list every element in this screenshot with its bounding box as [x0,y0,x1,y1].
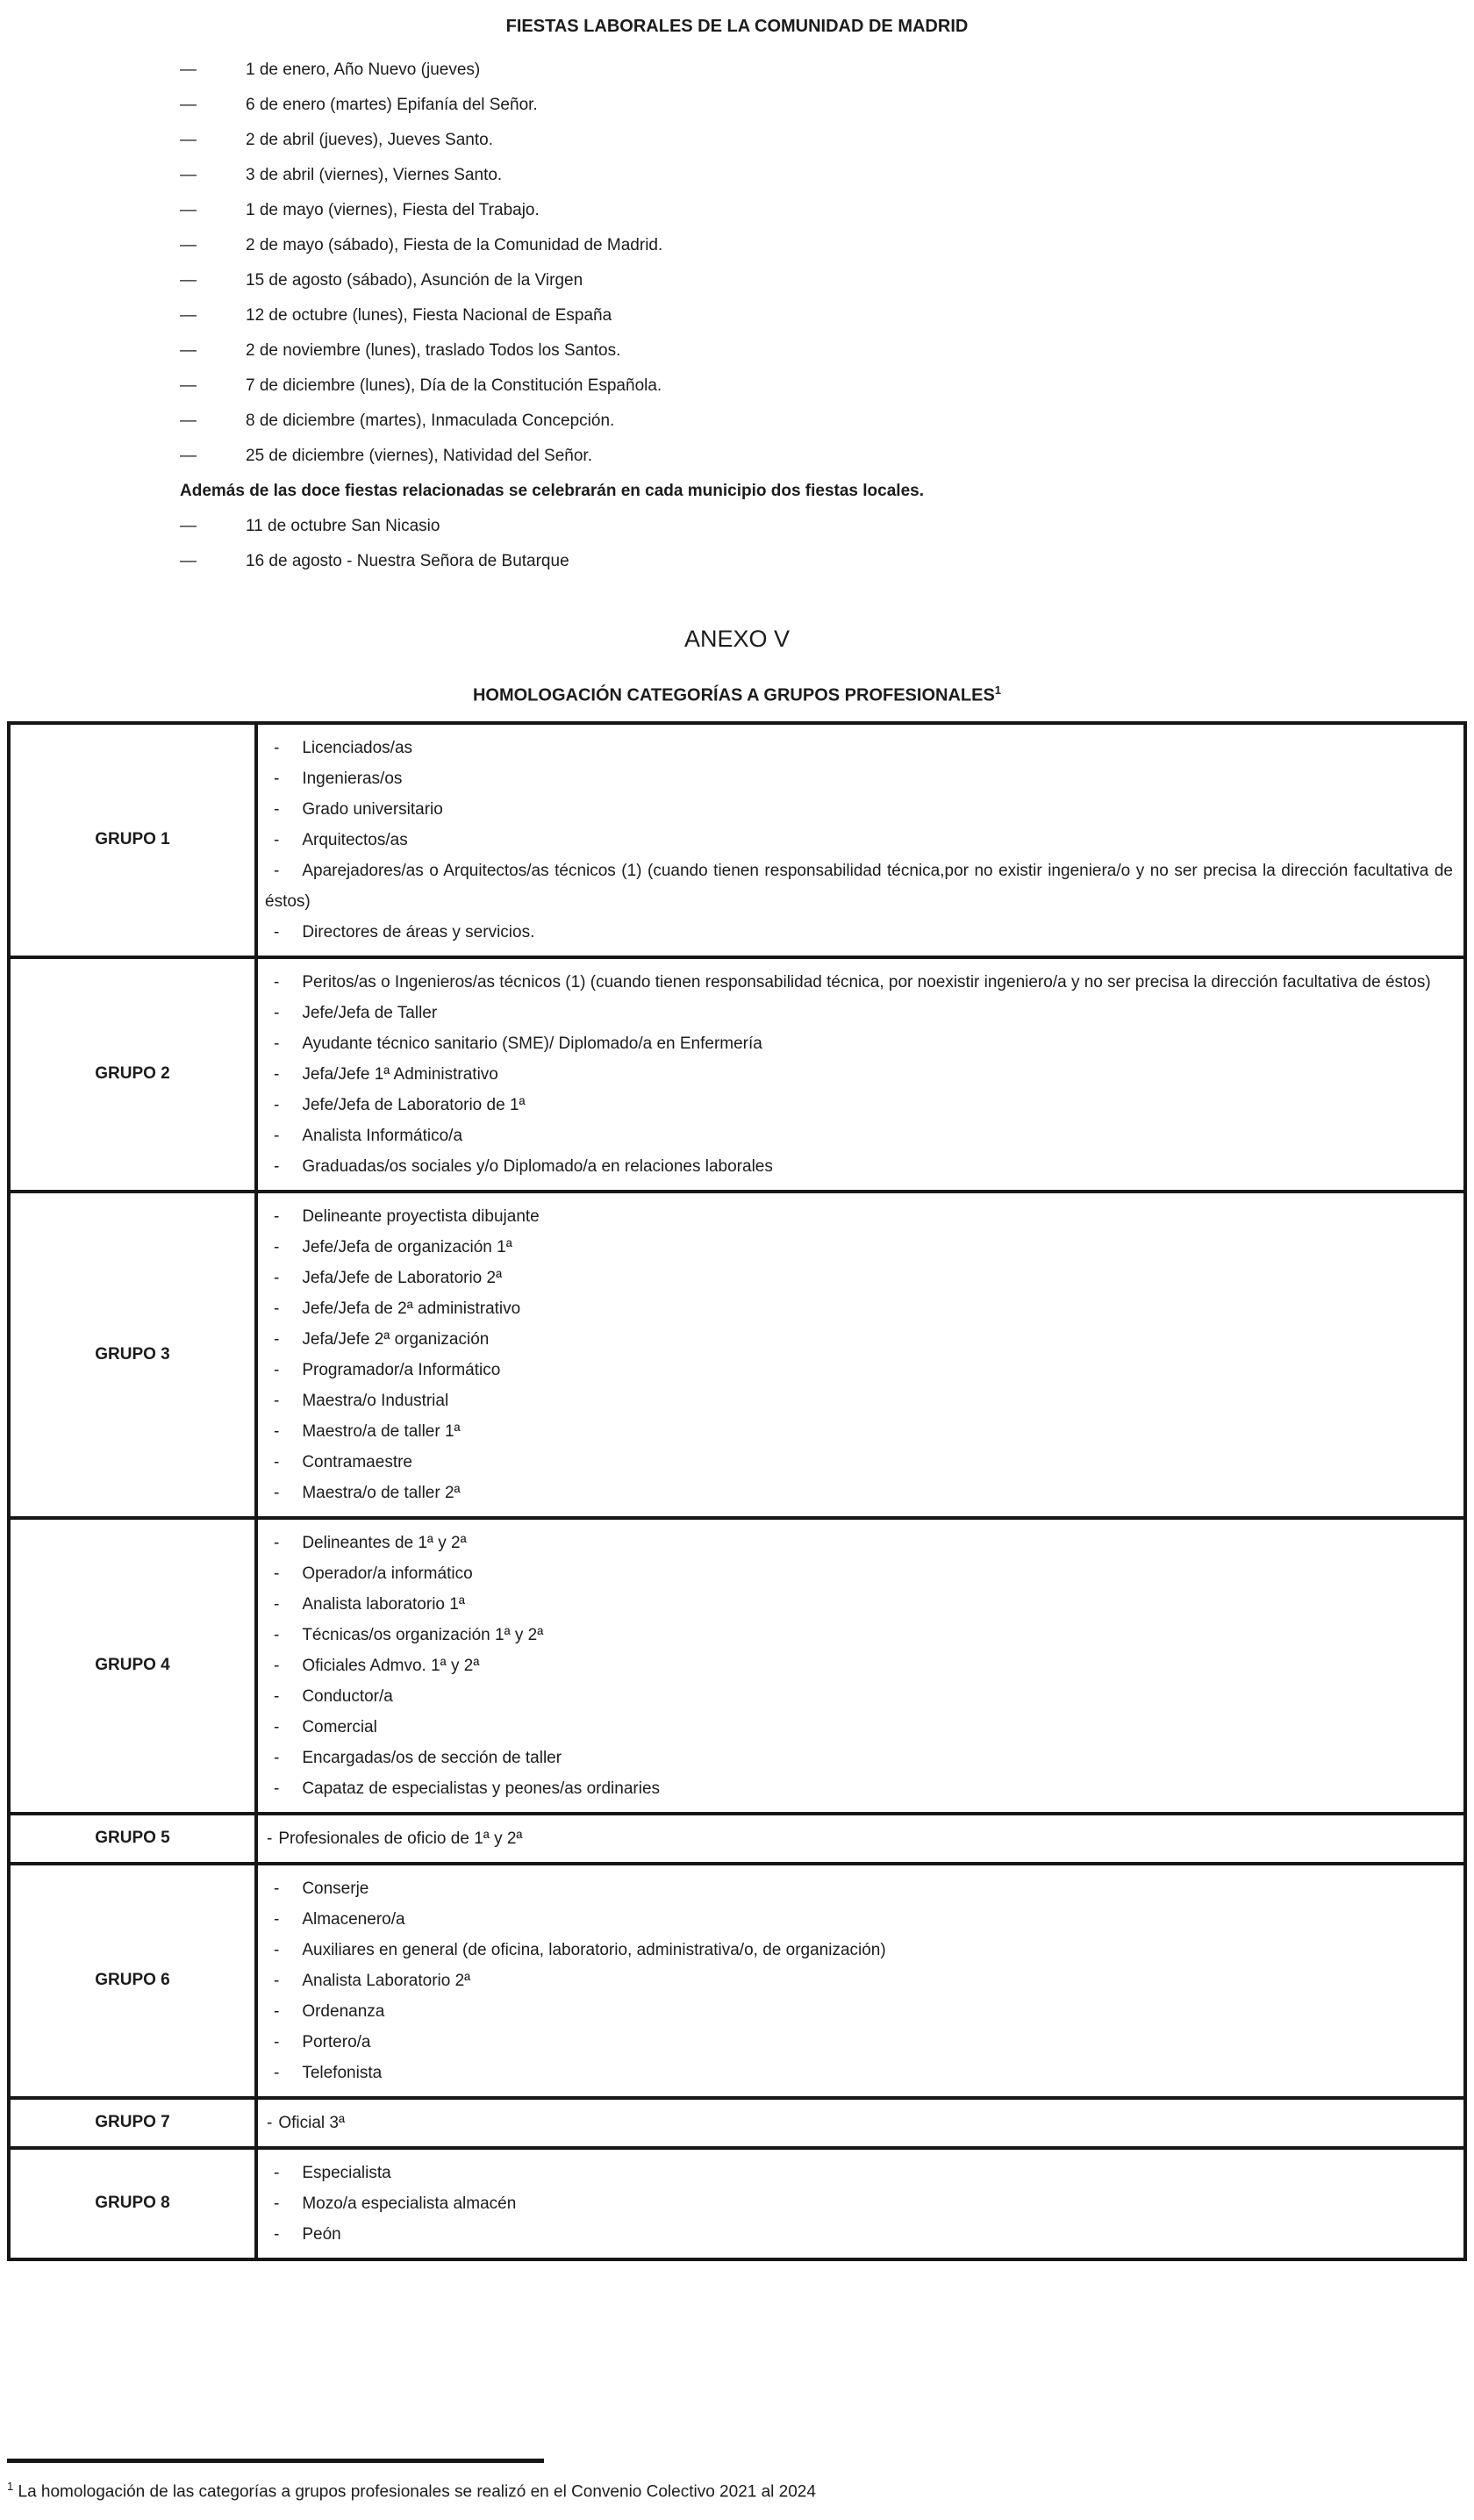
category-text: Jefe/Jefa de 2ª administrativo [302,1299,521,1318]
dash-marker: - [274,799,280,819]
dash-marker: - [274,1686,280,1706]
holiday-text: 15 de agosto (sábado), Asunción de la Virgen [246,271,583,290]
table-row [9,1814,1465,1864]
category-item [265,917,1453,948]
category-text: Maestra/o Industrial [302,1391,449,1410]
table-row [9,957,1465,1192]
category-text: Encargadas/os de sección de taller [302,1748,562,1767]
holiday-text: 1 de enero, Año Nuevo (jueves) [246,61,481,79]
holiday-item [7,509,1467,544]
holiday-item [7,228,1467,263]
dash-marker: - [274,2063,280,2082]
category-text: Analista Informático/a [302,1126,463,1145]
dash-marker: — [180,131,197,149]
dash-marker: - [274,1625,280,1644]
category-item [265,1151,1453,1182]
category-item [265,1589,1453,1620]
dash-marker: - [274,1268,280,1287]
category-item [265,1478,1453,1508]
dash-marker: - [274,2001,280,2021]
category-text: Peritos/as o Ingenieros/as técnicos (1) (cuando tienen responsabilidad técnica, por noexistir ingeniero/a y no ser precisa la dirección facultativa de éstos) [302,972,1431,992]
group-label: GRUPO 4 [95,1656,170,1675]
categories-cell [256,2098,1465,2148]
category-text: Auxiliares en general (de oficina, laboratorio, administrativa/o, de organización) [302,1940,886,1959]
category-text: Analista Laboratorio 2ª [302,1971,471,1990]
dash-marker: - [274,1594,280,1614]
category-text: Analista laboratorio 1ª [302,1594,465,1614]
holiday-item [7,158,1467,193]
dash-marker: - [267,1829,273,1848]
table-row [9,1518,1465,1814]
dash-marker: - [274,1299,280,1318]
groups-table-body [9,723,1465,2259]
categories-cell [256,1814,1465,1864]
category-item [265,763,1453,794]
holiday-text: 2 de noviembre (lunes), traslado Todos los Santos. [246,341,621,360]
footnote [7,2459,1411,2503]
category-item [265,1120,1453,1151]
category-item [265,1773,1453,1804]
category-text: Mozo/a especialista almacén [302,2194,517,2213]
group-label: GRUPO 3 [95,1344,170,1364]
group-label: GRUPO 5 [95,1829,170,1848]
holiday-text: 8 de diciembre (martes), Inmaculada Concepción. [246,412,615,430]
group-label-cell [9,1864,256,2098]
group-label-cell [9,2098,256,2148]
holiday-item [7,53,1467,88]
dash-marker: - [274,972,280,992]
categories-cell [256,1864,1465,2098]
category-text: Ordenanza [302,2001,385,2021]
category-item [265,967,1453,998]
dash-marker: - [274,1748,280,1767]
holiday-text: 12 de octubre (lunes), Fiesta Nacional de España [246,306,612,325]
category-text: Delineante proyectista dibujante [302,1206,540,1226]
dash-marker: - [274,1421,280,1441]
table-row [9,2148,1465,2259]
category-item [265,1935,1453,1965]
groups-table [7,721,1467,2261]
holiday-text: 2 de mayo (sábado), Fiesta de la Comunidad de Madrid. [246,236,663,254]
category-item [265,1873,1453,1904]
category-text: Oficial 3ª [278,2113,345,2132]
category-text: Arquitectos/as [302,830,408,849]
dash-marker: - [274,1452,280,1471]
group-label-cell [9,1814,256,1864]
dash-marker: - [274,1656,280,1675]
category-text: Jefa/Jefe 2ª organización [302,1329,490,1349]
dash-marker: - [274,1095,280,1114]
category-text: Delineantes de 1ª y 2ª [302,1533,467,1552]
dash-marker: - [274,1909,280,1929]
category-text: Profesionales de oficio de 1ª y 2ª [278,1829,523,1848]
category-text: Conserje [302,1879,369,1898]
dash-marker: - [274,1064,280,1084]
dash-marker: - [274,1564,280,1583]
holiday-item [7,404,1467,439]
footnote-text [7,2475,1411,2503]
category-text: Almacenero/a [302,1909,405,1929]
holiday-text: 2 de abril (jueves), Jueves Santo. [246,131,493,149]
dash-marker: — [180,306,197,325]
category-text: Programador/a Informático [302,1360,501,1379]
dash-marker: — [180,96,197,114]
category-item [265,1823,1453,1854]
dash-marker: - [274,861,280,880]
category-item [265,1965,1453,1996]
holiday-text: 7 de diciembre (lunes), Día de la Constitución Española. [246,376,662,395]
table-row [9,1192,1465,1518]
dash-marker: — [180,447,197,465]
dash-marker: - [274,1391,280,1410]
category-item [265,1263,1453,1293]
dash-marker: — [180,341,197,360]
holiday-text: 11 de octubre San Nicasio [246,517,440,535]
dash-marker: - [274,1156,280,1176]
category-text: Capataz de especialistas y peones/as ordinaries [302,1779,661,1798]
category-item [265,998,1453,1028]
category-item [265,1996,1453,2027]
category-item [265,1904,1453,1935]
category-text: Maestra/o de taller 2ª [302,1483,461,1502]
dash-marker: — [180,201,197,219]
footnote-ref: 1 [7,2480,14,2493]
category-text: Portero/a [302,2032,371,2051]
category-text: Especialista [302,2163,391,2182]
category-item [265,1650,1453,1681]
category-text: Ayudante técnico sanitario (SME)/ Diplomado/a en Enfermería [302,1034,762,1053]
dash-marker: - [274,1940,280,1959]
category-item [265,1090,1453,1120]
category-item [265,1232,1453,1263]
category-item [265,1743,1453,1773]
category-item [265,1355,1453,1385]
holiday-text: 16 de agosto - Nuestra Señora de Butarque [246,552,569,570]
category-text: Peón [302,2224,341,2244]
dash-marker: - [267,2113,273,2132]
category-text: Oficiales Admvo. 1ª y 2ª [302,1656,480,1675]
category-item [265,2188,1453,2219]
category-item [265,2058,1453,2088]
holiday-text: 25 de diciembre (viernes), Natividad del Señor. [246,447,592,465]
category-text: Jefa/Jefe 1ª Administrativo [302,1064,498,1084]
category-item [265,2108,1453,2138]
dash-marker: — [180,376,197,395]
group-label-cell [9,1518,256,1814]
annex-subtitle-text: HOMOLOGACIÓN CATEGORÍAS A GRUPOS PROFESIONALES [472,685,995,705]
dash-marker: - [274,2224,280,2244]
dash-marker: - [274,1237,280,1256]
holiday-item [7,88,1467,123]
holiday-item [7,369,1467,404]
category-item [265,2027,1453,2058]
dash-marker: - [274,1879,280,1898]
local-holiday-list [7,509,1467,579]
group-label: GRUPO 7 [95,2113,170,2132]
categories-cell [256,2148,1465,2259]
category-item [265,1293,1453,1324]
dash-marker: - [274,922,280,941]
dash-marker: — [180,61,197,79]
dash-marker: - [274,1483,280,1502]
category-item [265,1324,1453,1355]
annex-subtitle [7,679,1467,707]
dash-marker: - [274,2032,280,2051]
dash-marker: — [180,412,197,430]
dash-marker: - [274,830,280,849]
category-text: Telefonista [302,2063,383,2082]
dash-marker: - [274,769,280,788]
holiday-text: 6 de enero (martes) Epifanía del Señor. [246,96,538,114]
dash-marker: - [274,1003,280,1022]
category-item [265,1558,1453,1589]
category-item [265,1620,1453,1650]
category-item [265,1201,1453,1232]
dash-marker: - [274,1034,280,1053]
category-item [265,1712,1453,1743]
dash-marker: - [274,1971,280,1990]
category-item [265,1416,1453,1447]
categories-cell [256,957,1465,1192]
dash-marker: - [274,1126,280,1145]
dash-marker: — [180,236,197,254]
holiday-text: 1 de mayo (viernes), Fiesta del Trabajo. [246,201,540,219]
dash-marker: - [274,1533,280,1552]
dash-marker: - [274,1206,280,1226]
category-text: Directores de áreas y servicios. [302,922,535,941]
category-text: Jefe/Jefa de Laboratorio de 1ª [302,1095,526,1114]
group-label: GRUPO 6 [95,1971,170,1990]
dash-marker: - [274,2163,280,2182]
category-item [265,856,1453,917]
dash-marker: - [274,738,280,757]
category-text: Técnicas/os organización 1ª y 2ª [302,1625,544,1644]
category-text: Comercial [302,1717,377,1736]
category-item [265,2158,1453,2188]
category-item [265,1028,1453,1059]
local-holidays-note: Además de las doce fiestas relacionadas se celebrarán en cada municipio dos fiestas locales. [180,482,924,500]
categories-cell [256,1518,1465,1814]
category-item [265,1385,1453,1416]
dash-marker: - [274,1779,280,1798]
holiday-item [7,439,1467,474]
holiday-item [7,333,1467,369]
footnote-body: La homologación de las categorías a grupos profesionales se realizó en el Convenio Colectivo 2021 al 2024 [18,2482,816,2502]
group-label: GRUPO 2 [95,1064,170,1084]
category-text: Aparejadores/as o Arquitectos/as técnicos (1) (cuando tienen responsabilidad técnica,por no existir ingeniera/o y no ser precisa la dirección facultativa de éstos) [265,861,1453,911]
holiday-item [7,263,1467,298]
dash-marker: — [180,271,197,290]
group-label-cell [9,2148,256,2259]
group-label: GRUPO 8 [95,2194,170,2213]
category-text: Jefe/Jefa de Taller [302,1003,438,1022]
holiday-list [7,53,1467,474]
dash-marker: — [180,552,197,570]
category-text: Conductor/a [302,1686,393,1706]
group-label-cell [9,1192,256,1518]
category-text: Graduadas/os sociales y/o Diplomado/a en relaciones laborales [302,1156,773,1176]
category-text: Contramaestre [302,1452,412,1471]
category-item [265,794,1453,825]
annex-title: ANEXO V [683,626,791,652]
category-text: Maestro/a de taller 1ª [302,1421,461,1441]
table-row [9,723,1465,957]
category-text: Jefe/Jefa de organización 1ª [302,1237,512,1256]
category-text: Grado universitario [302,799,443,819]
category-item [265,1681,1453,1712]
holiday-item [7,298,1467,333]
footnote-divider [7,2459,544,2463]
dash-marker: - [274,1329,280,1349]
holiday-item [7,123,1467,158]
holiday-item [7,544,1467,579]
dash-marker: — [180,166,197,184]
holidays-title: FIESTAS LABORALES DE LA COMUNIDAD DE MADRID [505,17,969,36]
category-item [265,1447,1453,1478]
category-text: Ingenieras/os [302,769,403,788]
category-item [265,1528,1453,1558]
category-item [265,2219,1453,2250]
category-text: Licenciados/as [302,738,413,757]
table-row [9,2098,1465,2148]
dash-marker: - [274,1360,280,1379]
group-label: GRUPO 1 [95,830,170,849]
holiday-item [7,193,1467,228]
dash-marker: — [180,517,197,535]
category-text: Operador/a informático [302,1564,473,1583]
category-item [265,825,1453,856]
table-row [9,1864,1465,2098]
holiday-text: 3 de abril (viernes), Viernes Santo. [246,166,503,184]
dash-marker: - [274,2194,280,2213]
category-text: Jefa/Jefe de Laboratorio 2ª [302,1268,503,1287]
group-label-cell [9,957,256,1192]
category-item [265,733,1453,763]
annex-subtitle-footnote-ref: 1 [994,684,1002,697]
categories-cell [256,1192,1465,1518]
categories-cell [256,723,1465,957]
dash-marker: - [274,1717,280,1736]
group-label-cell [9,723,256,957]
category-item [265,1059,1453,1090]
